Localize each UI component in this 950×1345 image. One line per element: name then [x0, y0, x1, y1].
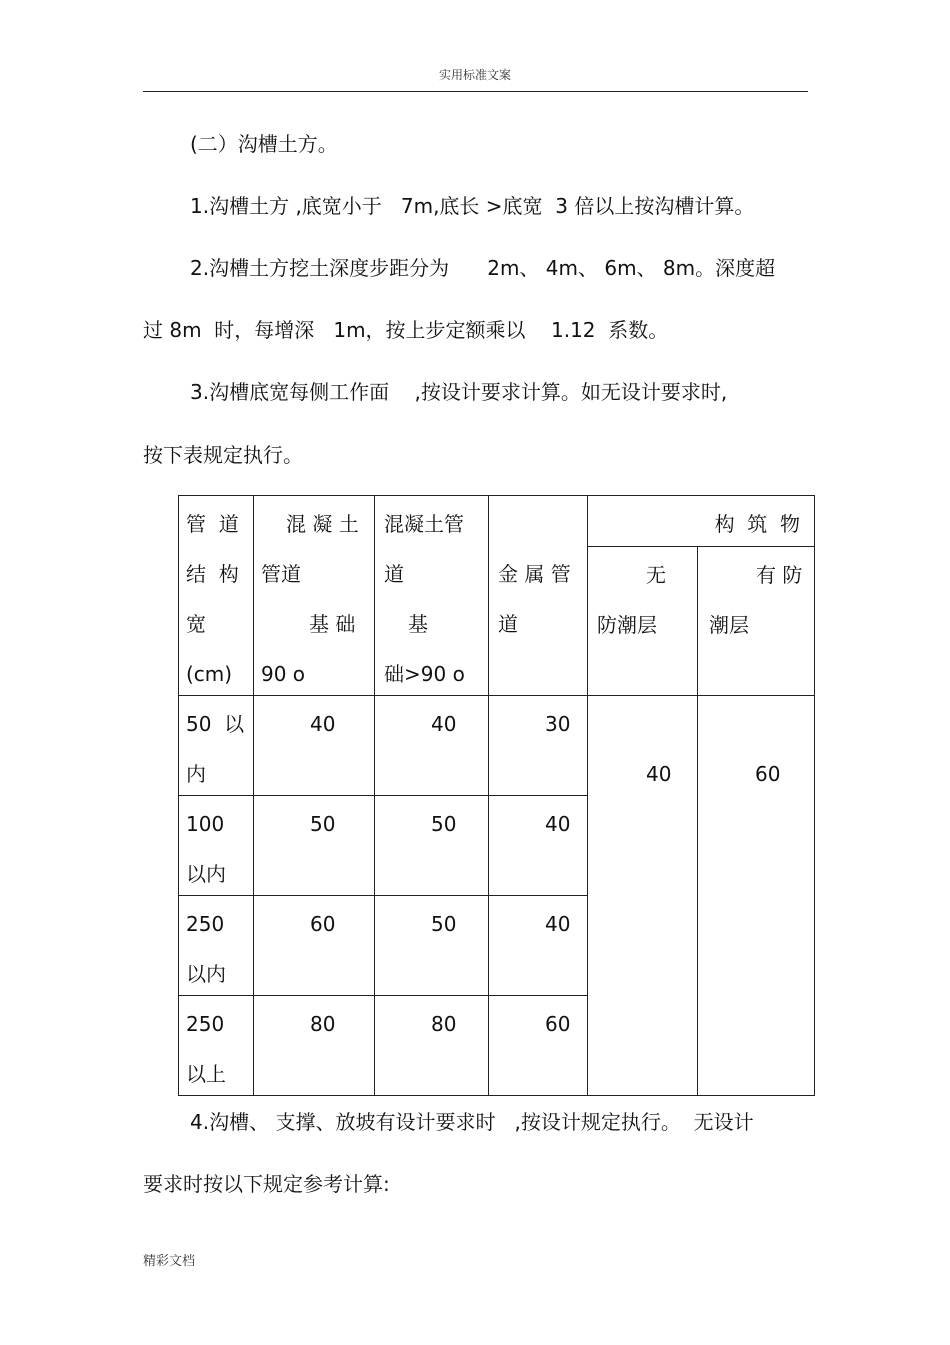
value-concrete-90	[254, 796, 375, 896]
row-label-line: 以上	[186, 1062, 226, 1086]
value-text: 40	[545, 812, 571, 836]
paragraph-4-line-1: 4.沟槽、 支撑、放坡有设计要求时 ,按设计规定执行。 无设计	[190, 1110, 754, 1134]
header-pipe-width-line: 管 道	[186, 512, 239, 536]
row-label-line: 50 以	[186, 712, 245, 736]
header-pipe-width-line: (cm)	[186, 662, 233, 686]
paragraph-2-line-2: 过 8m 时，每增深 1m，按上步定额乘以 1.12 系数。	[143, 318, 669, 342]
row-label-line: 内	[186, 762, 206, 786]
header-structure-group	[588, 496, 815, 547]
value-text: 60	[755, 762, 781, 786]
paragraph-4-line-2: 要求时按以下规定参考计算:	[143, 1172, 390, 1196]
header-concrete-over-90-line: 混凝土管	[384, 512, 464, 536]
paragraph-1: 1.沟槽土方 ,底宽小于 7m,底长 >底宽 3 倍以上按沟槽计算。	[190, 194, 755, 218]
page-footer: 精彩文档	[143, 1254, 196, 1269]
header-concrete-90-line: 90 o	[261, 662, 306, 686]
section-heading: (二）沟槽土方。	[190, 132, 338, 156]
row-label	[179, 696, 254, 796]
value-text: 40	[646, 762, 672, 786]
value-metal-pipe	[489, 996, 588, 1096]
header-with-moisture-line: 潮层	[709, 613, 749, 637]
value-text: 30	[545, 712, 571, 736]
header-pipe-width	[179, 496, 254, 696]
header-metal-pipe	[489, 496, 588, 696]
paragraph-3-line-1: 3.沟槽底宽每侧工作面 ,按设计要求计算。如无设计要求时,	[190, 380, 728, 404]
header-structure-label: 构 筑 物	[714, 512, 800, 536]
value-concrete-over-90	[375, 996, 489, 1096]
header-rule	[143, 91, 808, 92]
header-concrete-90-line: 混 凝 土	[286, 512, 359, 536]
value-text: 40	[310, 712, 336, 736]
value-concrete-90	[254, 996, 375, 1096]
value-concrete-over-90	[375, 696, 489, 796]
trench-width-table	[178, 495, 815, 1096]
header-concrete-over-90-line: 础>90 o	[384, 662, 465, 686]
header-concrete-90	[254, 496, 375, 696]
paragraph-3-line-2: 按下表规定执行。	[143, 443, 303, 467]
row-label	[179, 896, 254, 996]
header-concrete-over-90-line: 道	[384, 562, 404, 586]
header-no-moisture-layer	[588, 547, 698, 696]
value-concrete-over-90	[375, 896, 489, 996]
header-concrete-over-90-line: 基	[408, 612, 428, 636]
value-text: 80	[431, 1012, 457, 1036]
value-text: 40	[431, 712, 457, 736]
value-text: 50	[431, 812, 457, 836]
value-metal-pipe	[489, 796, 588, 896]
row-label	[179, 796, 254, 896]
value-text: 60	[310, 912, 336, 936]
row-label-line: 100	[186, 812, 225, 836]
value-text: 50	[310, 812, 336, 836]
value-with-moisture-merged	[698, 696, 815, 1096]
header-with-moisture-layer	[698, 547, 815, 696]
header-concrete-90-line: 管道	[261, 562, 301, 586]
paragraph-2-line-1: 2.沟槽土方挖土深度步距分为 2m、 4m、 6m、 8m。深度超	[190, 256, 776, 280]
header-with-moisture-line: 有 防	[756, 563, 803, 587]
header-pipe-width-line: 宽	[186, 612, 206, 636]
value-concrete-90	[254, 896, 375, 996]
value-concrete-over-90	[375, 796, 489, 896]
header-pipe-width-line: 结 构	[186, 562, 239, 586]
row-label	[179, 996, 254, 1096]
table-row	[179, 696, 815, 796]
header-no-moisture-line: 无	[646, 563, 666, 587]
header-metal-pipe-line: 金 属 管	[498, 562, 571, 586]
value-concrete-90	[254, 696, 375, 796]
row-label-line: 250	[186, 1012, 225, 1036]
row-label-line: 250	[186, 912, 225, 936]
header-concrete-90-line: 基 础	[309, 612, 356, 636]
value-no-moisture-merged	[588, 696, 698, 1096]
value-metal-pipe	[489, 696, 588, 796]
header-no-moisture-line: 防潮层	[597, 613, 657, 637]
row-label-line: 以内	[186, 962, 226, 986]
row-label-line: 以内	[186, 862, 226, 886]
value-text: 80	[310, 1012, 336, 1036]
value-text: 50	[431, 912, 457, 936]
value-metal-pipe	[489, 896, 588, 996]
page-header: 实用标准文案	[438, 68, 511, 82]
header-metal-pipe-line: 道	[498, 612, 518, 636]
header-concrete-over-90	[375, 496, 489, 696]
value-text: 60	[545, 1012, 571, 1036]
value-text: 40	[545, 912, 571, 936]
